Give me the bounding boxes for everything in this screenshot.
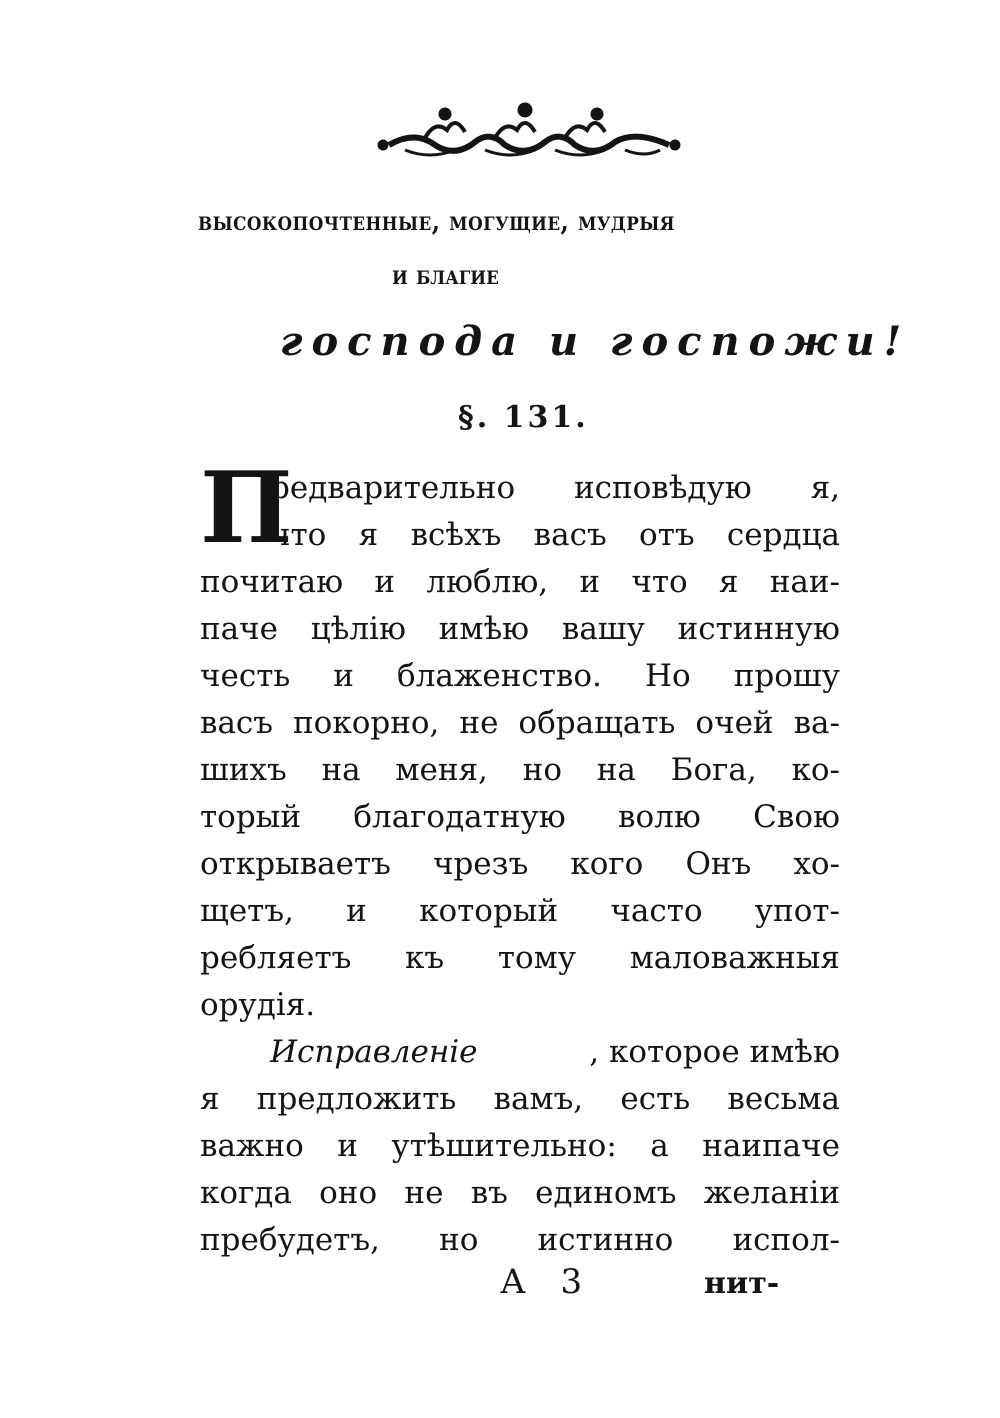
paragraph-1-line-1: редварительно исповѣдую я, bbox=[270, 470, 840, 506]
paragraph-1-line-10: щетъ, и который часто упот- bbox=[200, 893, 840, 929]
paragraph-2-line-5: пребудетъ, но истинно испол- bbox=[200, 1222, 840, 1258]
paragraph-2-line-3: важно и утѣшительно: а наипаче bbox=[200, 1128, 840, 1164]
address-heading-line-1: высокопочтенные, могущие, мудрыя bbox=[198, 206, 675, 237]
paragraph-1-line-8: торый благодатную волю Свою bbox=[200, 799, 840, 835]
paragraph-2-line-2: я предложить вамъ, есть весьма bbox=[200, 1081, 840, 1117]
section-number: §. 131. bbox=[458, 400, 589, 435]
signature-mark: А 3 bbox=[500, 1262, 595, 1302]
paragraph-1-line-11: ребляетъ къ тому маловажныя bbox=[200, 940, 840, 976]
ornament-headpiece bbox=[375, 100, 685, 160]
drop-cap: П bbox=[200, 451, 293, 566]
paragraph-1-line-9: открываетъ чрезъ кого Онъ хо- bbox=[200, 846, 840, 882]
italic-emphasis: Исправленіе bbox=[270, 1034, 478, 1070]
paragraph-1-line-3: почитаю и люблю, и что я наи- bbox=[200, 564, 840, 600]
paragraph-1-line-12: орудія. bbox=[200, 987, 316, 1023]
paragraph-1-line-6: васъ покорно, не обращать очей ва- bbox=[200, 705, 840, 741]
paragraph-2-line-4: когда оно не въ единомъ желаніи bbox=[200, 1175, 840, 1211]
paragraph-2-line-1 bbox=[270, 1029, 840, 1076]
paragraph-1-line-5: честь и блаженство. Но прошу bbox=[200, 658, 840, 694]
paragraph-1-line-7: шихъ на меня, но на Бога, ко- bbox=[200, 752, 840, 788]
address-heading-line-3: господа и госпожи! bbox=[280, 318, 911, 365]
paragraph-1-line-4: паче цѣлію имѣю вашу истинную bbox=[200, 611, 840, 647]
paragraph-2-line-1-rest: , которое имѣю bbox=[589, 1034, 840, 1070]
paragraph-1-line-2: что я всѣхъ васъ отъ сердца bbox=[270, 517, 840, 553]
catchword: нит- bbox=[704, 1266, 780, 1301]
address-heading-line-2: и благие bbox=[392, 260, 499, 291]
